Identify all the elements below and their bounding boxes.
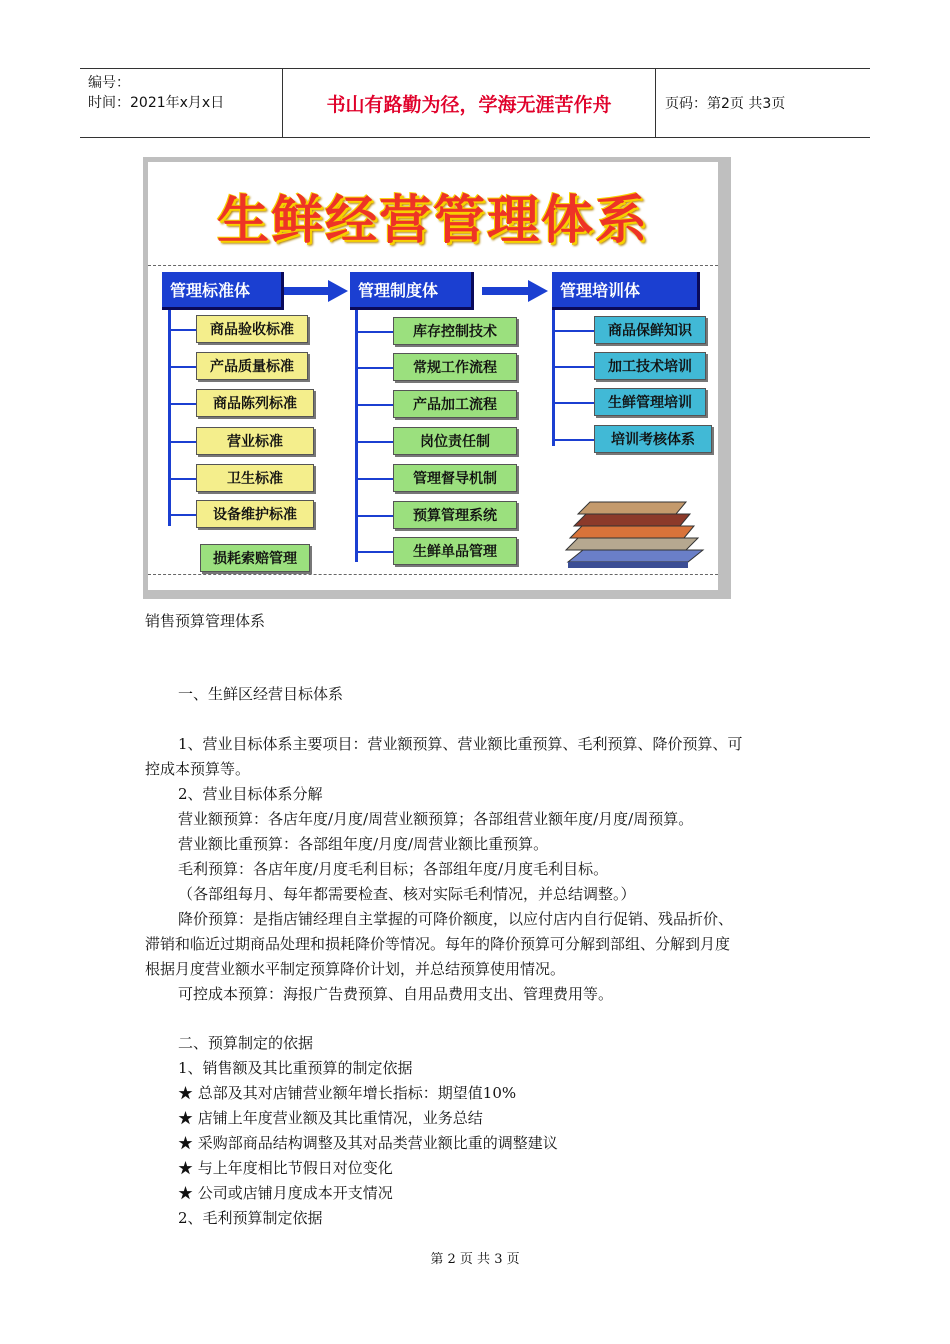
star-item: ★ 店铺上年度营业额及其比重情况，业务总结 [178, 1109, 483, 1127]
column-head-training: 管理培训体 [552, 272, 700, 310]
connector-line [355, 367, 393, 369]
figure-title: 生鲜经营管理体系 [216, 191, 649, 251]
connector-line [355, 331, 393, 333]
page-header [80, 68, 870, 138]
page-footer: 第 2 页 共 3 页 [430, 1252, 520, 1267]
paragraph: 营业额比重预算：各部组年度/月度/周营业额比重预算。 [178, 835, 549, 853]
item-box: 培训考核体系 [594, 425, 712, 453]
connector-line [168, 329, 196, 331]
paragraph: 控成本预算等。 [145, 760, 251, 778]
item-box: 生鲜管理培训 [594, 388, 706, 416]
section-title-2: 二、预算制定的依据 [178, 1034, 314, 1052]
header-page-label: 页码：第2页 共3页 [665, 96, 786, 112]
connector-line [168, 310, 171, 526]
connector-line [552, 330, 594, 332]
paragraph: 1、销售额及其比重预算的制定依据 [178, 1059, 413, 1077]
paragraph: 滞销和临近过期商品处理和损耗降价等情况。每年的降价预算可分解到部组、分解到月度 [145, 935, 731, 953]
paragraph: （各部组每月、每年都需要检查、核对实际毛利情况，并总结调整。） [178, 885, 636, 903]
item-box: 常规工作流程 [393, 353, 517, 381]
connector-line [355, 441, 393, 443]
management-system-figure [143, 157, 731, 599]
paragraph: 2、毛利预算制定依据 [178, 1209, 323, 1227]
paragraph: 2、营业目标体系分解 [178, 785, 323, 803]
connector-line [552, 402, 594, 404]
item-box: 损耗索赔管理 [200, 544, 310, 572]
star-item: ★ 采购部商品结构调整及其对品类营业额比重的调整建议 [178, 1134, 558, 1152]
item-box: 商品验收标准 [196, 315, 308, 343]
connector-line [168, 403, 196, 405]
item-box: 生鲜单品管理 [393, 537, 517, 565]
dashed-divider-top [148, 265, 718, 266]
item-box: 管理督导机制 [393, 464, 517, 492]
paragraph: 根据月度营业额水平制定预算降价计划，并总结预算使用情况。 [145, 960, 566, 978]
header-meta [80, 69, 282, 137]
column-head-standards: 管理标准体 [162, 272, 284, 310]
header-motto: 书山有路勤为径，学海无涯苦作舟 [282, 69, 656, 137]
connector-line [168, 366, 196, 368]
connector-line [355, 551, 393, 553]
paragraph: 营业额预算：各店年度/月度/周营业额预算；各部组营业额年度/月度/周预算。 [178, 810, 694, 828]
star-item: ★ 公司或店铺月度成本开支情况 [178, 1184, 393, 1202]
arrow-right-icon [482, 280, 548, 306]
item-box: 岗位责任制 [393, 427, 517, 455]
arrow-right-icon [284, 280, 348, 306]
star-item: ★ 与上年度相比节假日对位变化 [178, 1159, 393, 1177]
item-box: 库存控制技术 [393, 317, 517, 345]
item-box: 产品加工流程 [393, 390, 517, 418]
connector-line [552, 439, 594, 441]
item-box: 设备维护标准 [196, 500, 314, 528]
item-box: 营业标准 [196, 427, 314, 455]
column-head-systems: 管理制度体 [350, 272, 474, 310]
item-box: 产品质量标准 [196, 352, 308, 380]
books-icon [548, 492, 708, 576]
item-box: 预算管理系统 [393, 501, 517, 529]
paragraph: 可控成本预算：海报广告费预算、自用品费用支出、管理费用等。 [178, 985, 614, 1003]
number-label: 编号： [88, 75, 130, 91]
item-box: 商品保鲜知识 [594, 316, 706, 344]
connector-line [355, 404, 393, 406]
connector-line [355, 515, 393, 517]
item-box: 卫生标准 [196, 464, 314, 492]
figure-caption: 销售预算管理体系 [145, 612, 266, 630]
paragraph: 降价预算：是指店铺经理自主掌握的可降价额度，以应付店内自行促销、残品折价、 [178, 910, 734, 928]
connector-line [355, 478, 393, 480]
connector-line [355, 310, 358, 562]
connector-line [552, 366, 594, 368]
section-title-1: 一、生鲜区经营目标体系 [178, 685, 344, 703]
time-label: 时间：2021年x月x日 [88, 95, 225, 111]
connector-line [168, 514, 196, 516]
star-item: ★ 总部及其对店铺营业额年增长指标：期望值10% [178, 1084, 517, 1102]
item-box: 加工技术培训 [594, 352, 706, 380]
connector-line [168, 478, 196, 480]
paragraph: 1、营业目标体系主要项目：营业额预算、营业额比重预算、毛利预算、降价预算、可 [178, 735, 743, 753]
connector-line [168, 441, 196, 443]
paragraph: 毛利预算：各店年度/月度毛利目标；各部组年度/月度毛利目标。 [178, 860, 609, 878]
item-box: 商品陈列标准 [196, 389, 314, 417]
